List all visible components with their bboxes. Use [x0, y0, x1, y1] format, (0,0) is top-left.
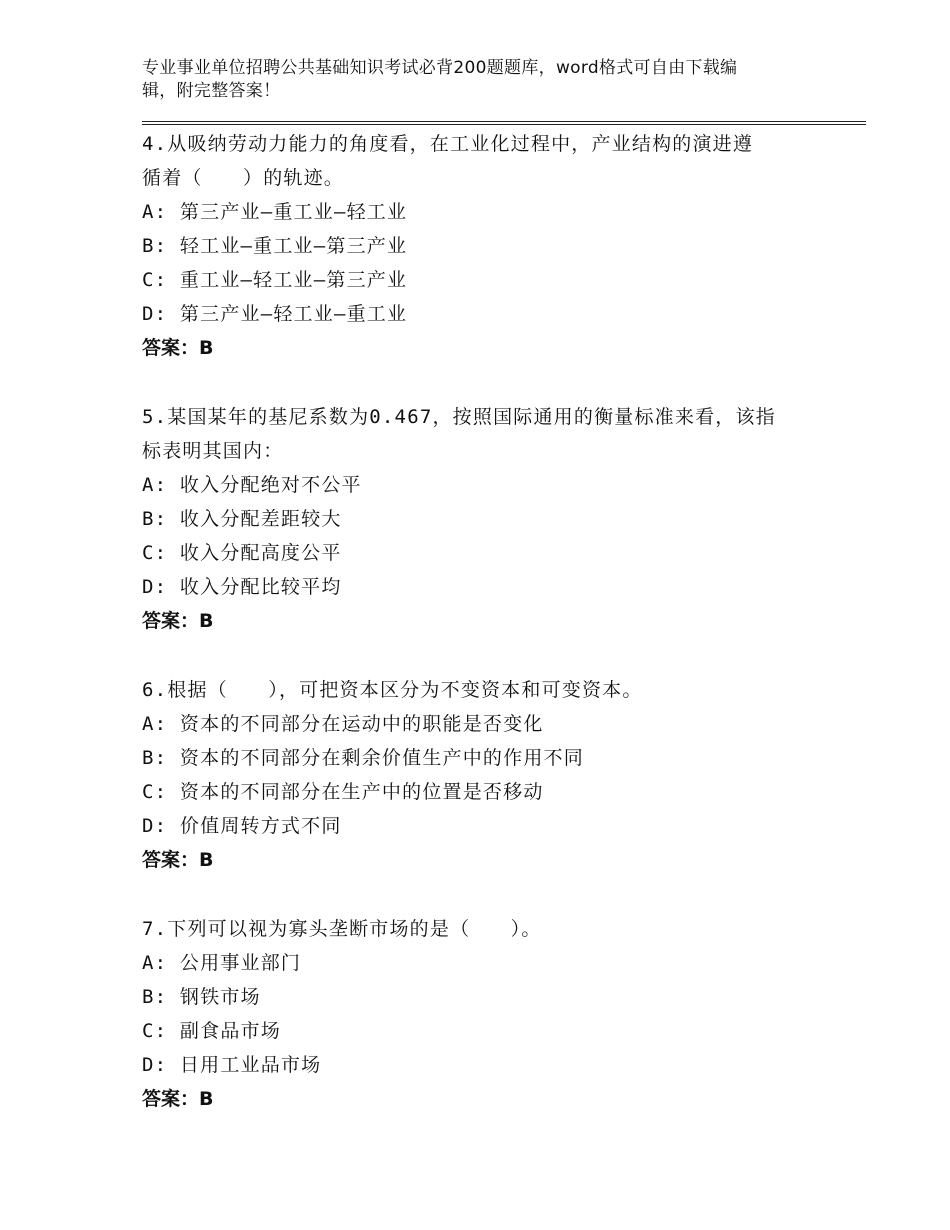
- header-line-1: 专业事业单位招聘公共基础知识考试必背200题题库，word格式可自由下载编: [142, 58, 738, 78]
- option-b: B: 钢铁市场: [142, 986, 261, 1008]
- answer-line: 答案：B: [142, 1088, 214, 1110]
- option-c: C: 资本的不同部分在生产中的位置是否移动: [142, 781, 544, 803]
- option-b: B: 收入分配差距较大: [142, 508, 342, 530]
- option-b: B: 资本的不同部分在剩余价值生产中的作用不同: [142, 747, 584, 769]
- option-a: A: 公用事业部门: [142, 952, 302, 974]
- question-stem-line: 循着（ ）的轨迹。: [142, 167, 345, 189]
- option-d: D: 日用工业品市场: [142, 1054, 322, 1076]
- option-c: C: 重工业—轻工业—第三产业: [142, 269, 408, 291]
- option-d: D: 价值周转方式不同: [142, 815, 342, 837]
- option-c: C: 副食品市场: [142, 1020, 281, 1042]
- option-b: B: 轻工业—重工业—第三产业: [142, 235, 408, 257]
- question-stem-line: 6.根据（ ），可把资本区分为不变资本和可变资本。: [142, 679, 643, 701]
- question-stem-line: 4.从吸纳劳动力能力的角度看，在工业化过程中，产业结构的演进遵: [142, 133, 754, 155]
- header-divider-bottom: [142, 124, 866, 125]
- option-d: D: 收入分配比较平均: [142, 576, 342, 598]
- answer-line: 答案：B: [142, 337, 214, 359]
- document-header: [142, 57, 802, 103]
- answer-line: 答案：B: [142, 610, 214, 632]
- option-c: C: 收入分配高度公平: [142, 542, 342, 564]
- option-a: A: 资本的不同部分在运动中的职能是否变化: [142, 713, 544, 735]
- option-d: D: 第三产业—轻工业—重工业: [142, 303, 408, 325]
- question-stem-line: 5.某国某年的基尼系数为0.467，按照国际通用的衡量标准来看，该指: [142, 406, 776, 428]
- question-4: [142, 127, 822, 365]
- answer-line: 答案：B: [142, 849, 214, 871]
- option-a: A: 收入分配绝对不公平: [142, 474, 362, 496]
- question-stem-line: 7.下列可以视为寡头垄断市场的是（ ）。: [142, 918, 542, 940]
- question-stem-line: 标表明其国内：: [142, 440, 284, 462]
- question-5: [142, 400, 822, 638]
- header-divider-top: [142, 121, 866, 122]
- question-6: [142, 673, 822, 877]
- header-line-2: 辑，附完整答案！: [142, 81, 281, 101]
- option-a: A: 第三产业—重工业—轻工业: [142, 201, 408, 223]
- question-7: [142, 912, 822, 1116]
